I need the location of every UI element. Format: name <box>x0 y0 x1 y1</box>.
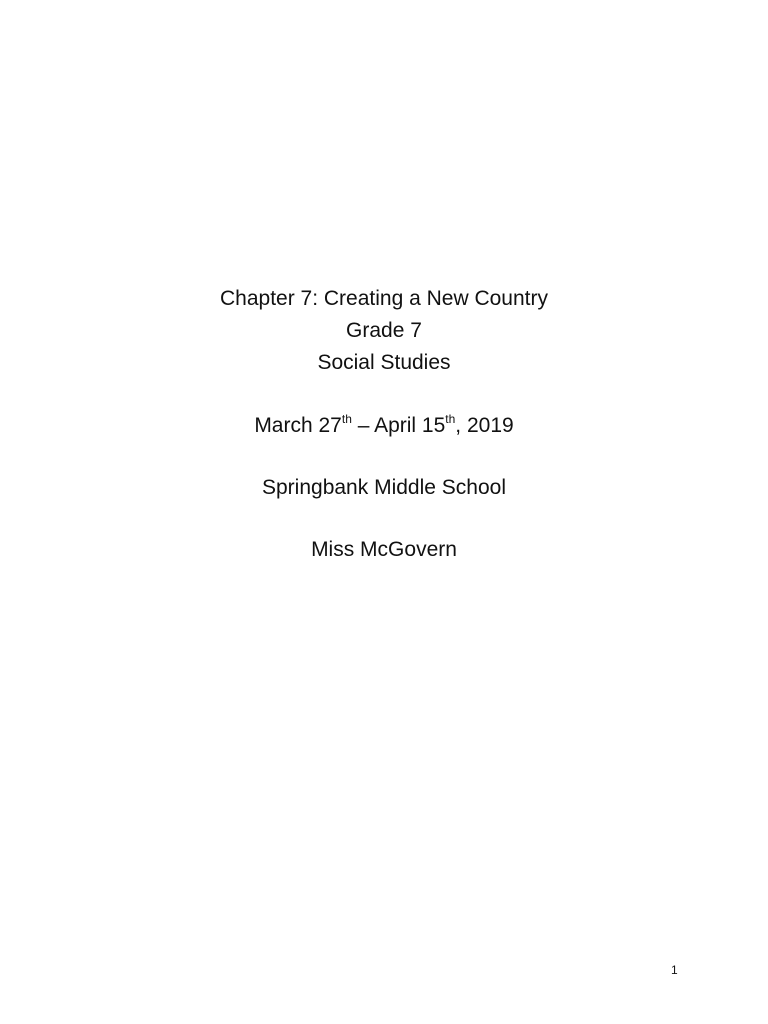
date-separator: – <box>351 414 375 437</box>
end-date: April 15 <box>374 414 446 437</box>
school-name: Springbank Middle School <box>262 476 506 499</box>
start-date-ordinal-suffix: th <box>341 412 352 426</box>
date-range-line <box>0 410 768 442</box>
chapter-title: Chapter 7: Creating a New Country <box>220 287 548 310</box>
grade-line: Grade 7 <box>346 319 422 342</box>
page-number: 1 <box>671 963 678 977</box>
teacher-name: Miss McGovern <box>311 538 457 561</box>
subject-line: Social Studies <box>317 351 451 374</box>
year-text: , 2019 <box>455 414 514 437</box>
end-date-ordinal-suffix: th <box>445 412 456 426</box>
start-date: March 27 <box>254 414 342 437</box>
